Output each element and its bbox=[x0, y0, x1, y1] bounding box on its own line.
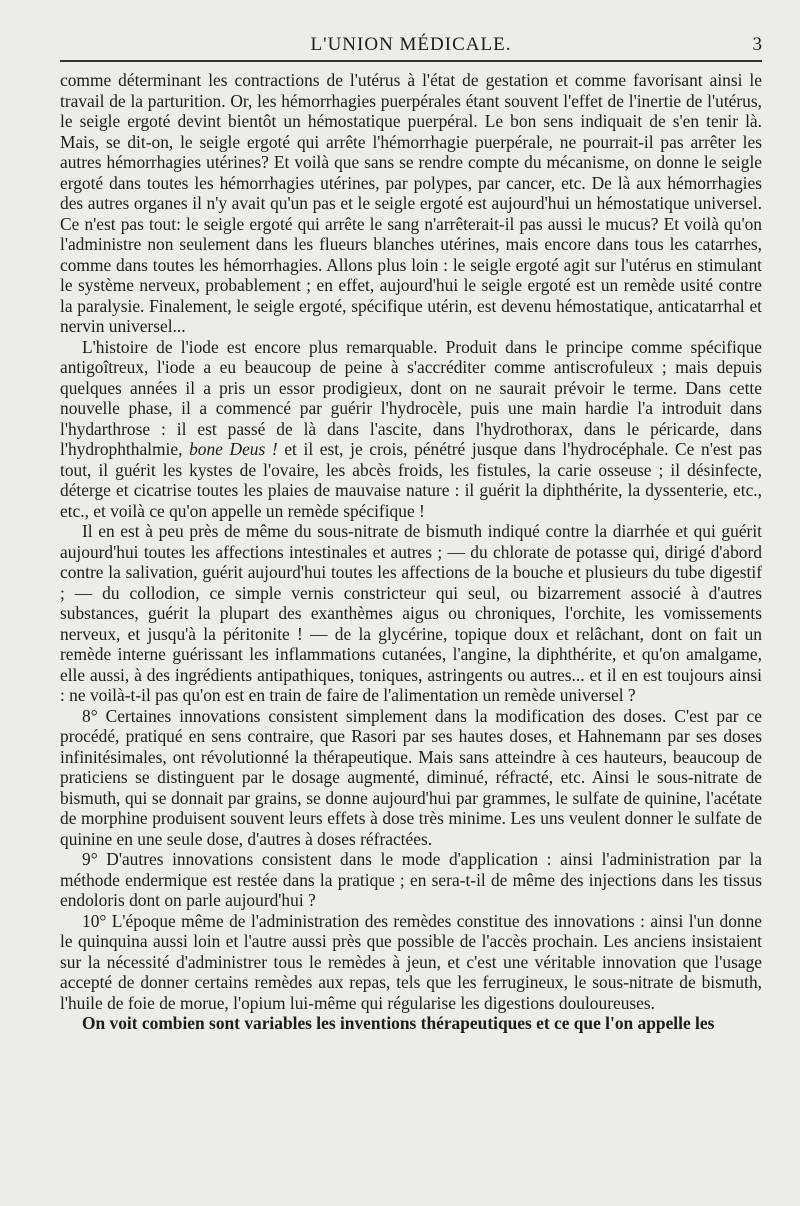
page-header bbox=[60, 30, 762, 60]
page-number: 3 bbox=[752, 34, 762, 55]
paragraph-item-9: 9° D'autres innovations consistent dans le mode d'application : ainsi l'administration par la méthode endermique est restée dans la pratique ; en sera-t-il de même des injections dans les tissus endoloris dont on parle aujourd'hui ? bbox=[60, 849, 762, 910]
header-rule bbox=[60, 60, 762, 62]
body-text bbox=[60, 70, 762, 1034]
paragraph-iode bbox=[60, 337, 762, 522]
paragraph-iode-text: L'histoire de l'iode est encore plus remarquable. Produit dans le principe comme spécifique antigoîtreux, l'iode a eu beaucoup de peine à s'accréditer comme antiscrofuleux ; mais depuis quelques années il a pris un essor prodigieux, dont on ne saurait prévoir le terme. Dans cette nouvelle phase, il a commencé par guérir l'hydrocèle, puis une main hardie l'a introduit dans l'hydarthrose : il est passé de là dans l'ascite, dans l'hydrothorax, dans le péricarde, dans l'hydrophthalmie, bbox=[60, 336, 762, 459]
paragraph-closing: On voit combien sont variables les inventions thérapeutiques et ce que l'on appelle les bbox=[82, 1013, 715, 1033]
paragraph-iode-continuation: et il est, je crois, pénétré jusque dans l'hydrocéphale. Ce n'est pas tout, il guérit les kystes de l'ovaire, les abcès froids, les fistules, la carie osseuse ; il désinfecte, déterge et cicatrise toutes les plaies de mauvaise nature : il guérit la diphthérite, la dyssenterie, etc., etc., et voilà ce qu'on appelle un remède spécifique ! bbox=[60, 439, 762, 521]
paragraph-item-8: 8° Certaines innovations consistent simplement dans la modification des doses. C'est par ce procédé, pratiqué en sens contraire, que Rasori par ses hautes doses, et Hahnemann par ses doses infinitésimales, ont révolutionné la thérapeutique. Mais sans atteindre à ces hauteurs, beaucoup de praticiens se distinguent par le dosage augmenté, diminué, réfracté, etc. Ainsi le sous-nitrate de bismuth, qui se donnait par grains, se donne aujourd'hui par grammes, le sulfate de quinine, l'acétate de morphine produisent souvent leurs effets à dose très minime. Les uns veulent donner le sulfate de quinine en une seule dose, d'autres à doses réfractées. bbox=[60, 705, 762, 849]
running-title: L'UNION MÉDICALE. bbox=[310, 34, 512, 55]
paragraph-bismuth: Il en est à peu près de même du sous-nitrate de bismuth indiqué contre la diarrhée et qui guérit aujourd'hui toutes les affections intestinales et autres ; — du chlorate de potasse qui, dirigé d'abord contre la salivation, guérit aujourd'hui toutes les affections de la bouche et plusieurs du tube digestif ; — du collodion, ce simple vernis constricteur qui seul, ou bizarrement associé à d'autres substances, guérit la plupart des exanthèmes aigus ou chroniques, l'orchite, les vomissements nerveux, et jusqu'à la péritonite ! — de la glycérine, topique doux et relâchant, dont on fait un remède interne guérissant les inflammations cutanées, l'angine, la diphthérite, et qu'on amalgame, elle aussi, à des ingrédients antipathiques, toniques, astringents ou autres... et il en est toujours ainsi : ne voilà-t-il pas qu'on est en train de faire de l'alimentation un remède universel ? bbox=[60, 521, 762, 705]
emphasis-bone-deus: bone Deus ! bbox=[189, 439, 278, 459]
paragraph-ergot: comme déterminant les contractions de l'utérus à l'état de gestation et comme favorisant ainsi le travail de la parturition. Or, les hémorrhagies puerpérales étant souvent l'effet de l'inertie de l'utérus, le seigle ergoté devint bientôt un hémostatique puerpéral. Le bon sens indiquait de s'en tenir là. Mais, se dit-on, le seigle ergoté qui arrête l'hémorrhagie puerpérale, ne pourrait-il pas arrêter les autres hémorrhagies utérines? Et voilà que sans se rendre compte du mécanisme, on donne le seigle ergoté dans toutes les hémorrhagies utérines, par polypes, par cancer, etc. De là aux hémorrhagies des autres organes il n'y avait qu'un pas et le seigle ergoté est aujourd'hui un hémostatique universel. Ce n'est pas tout: le seigle ergoté qui arrête le sang n'arrêterait-il pas aussi le mucus? Et voilà qu'on l'administre non seulement dans les flueurs blanches utérines, mais encore dans tous les catarrhes, comme dans toutes les hémorrhagies. Allons plus loin : le seigle ergoté agit sur l'utérus en stimulant le système nerveux, probablement ; en effet, aujourd'hui le seigle ergoté est un remède usité contre la paralysie. Finalement, le seigle ergoté, spécifique utérin, est devenu hémostatique, anticatarrhal et nervin universel... bbox=[60, 70, 762, 336]
paragraph-item-10: 10° L'époque même de l'administration des remèdes constitue des innovations : ainsi l'un donne le quinquina aussi loin et l'autre aussi près que possible de l'accès prochain. Les anciens insistaient sur la nécessité d'administrer tous le remèdes à jeun, et c'est une véritable innovation que l'usage accepté de donner certains remèdes aux repas, tels que les ferrugineux, le sous-nitrate de bismuth, l'huile de foie de morue, l'opium lui-même qui régularise les digestions douloureuses. bbox=[60, 910, 762, 1013]
